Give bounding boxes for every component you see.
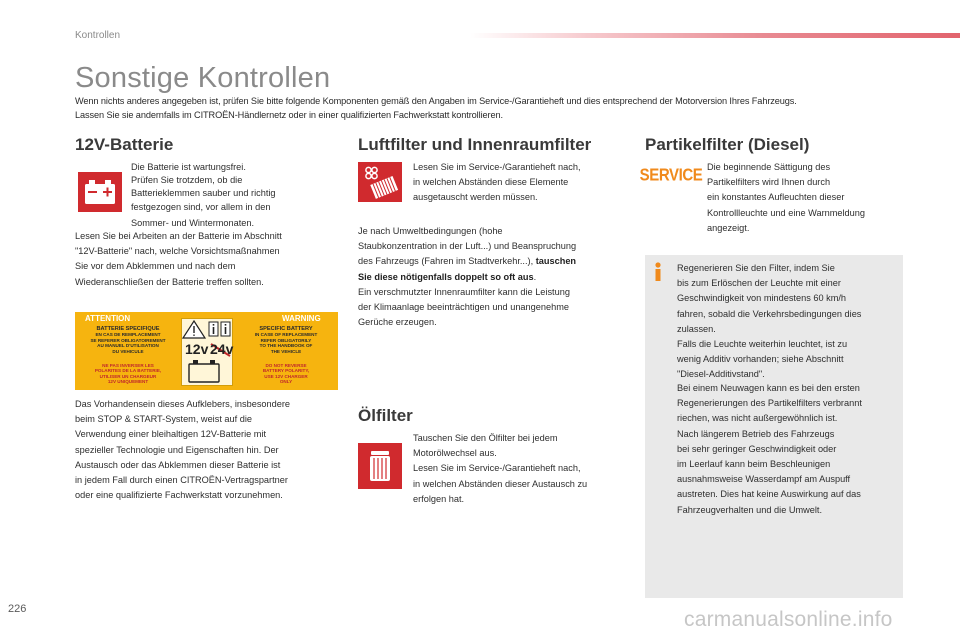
- info-text-1: Regenerieren Sie den Filter, indem Sie bis zum Erlöschen der Leuchte mit einer Geschwindigkeit von mindestens 60 km/h fahren, sobald die Verkehrsbedingungen dies zulassen. Falls die Leuchte weiterhin leuchtet, ist zu wenig Additiv vorhanden; siehe Abschnitt "Diesel-Additivstand".: [677, 263, 862, 380]
- sticker-center-panel: [181, 318, 233, 386]
- battery-warning-sticker: [75, 312, 338, 390]
- airfilter-heading: Luftfilter und Innenraumfilter: [358, 135, 592, 154]
- battery-text-3: Das Vorhandensein dieses Aufklebers, insbesondere beim STOP & START-System, weist auf die Verwendung einer bleihaltigen 12V-Batterie mit spezieller Technologie und Eigenschaften hin. Der Austausch oder das Abklemmen dieser Batterie ist in jedem Fall durch einen CITROËN-Vertragspartner oder eine qualifizierte Fachwerkstatt vorzunehmen.: [75, 399, 291, 501]
- battery-text-1: Die Batterie ist wartungsfrei. Prüfen Sie trotzdem, ob die Batterieklemmen sauber und richtig festgezogen sind, vor allem in den Sommer- und Wintermonaten.: [131, 162, 276, 228]
- sticker-en-text: SPECIFIC BATTERY IN CASE OF REPLACEMENT REFER OBLIGATORILY TO THE HANDBOOK OF THE VEHICLE: [254, 326, 318, 354]
- battery-heading: 12V-Batterie: [75, 135, 174, 154]
- sticker-fr-text: BATTERIE SPECIFIQUE EN CAS DE REMPLACEMENT SE REFERER OBLIGATOIREMENT AU MANUEL D'UTILISATION DU VEHICULE: [90, 326, 166, 354]
- oil-filter-icon: [358, 443, 402, 489]
- air-filter-icon: [358, 162, 402, 202]
- sticker-fr-red: NE PAS INVERSER LES POLARITES DE LA BATTERIE, UTILISER UN CHARGEUR 12V UNIQUEMENT: [94, 363, 162, 385]
- sticker-24v: 24v: [210, 341, 234, 357]
- service-label: SERVICE: [639, 165, 703, 185]
- battery-icon: [78, 172, 122, 212]
- sticker-12v: 12v: [185, 341, 209, 357]
- intro-line-2: Lassen Sie sie andernfalls im CITROËN-Händlernetz oder in einer qualifizierten Fachwerkstatt kontrollieren.: [75, 110, 503, 120]
- battery-text-2: Lesen Sie bei Arbeiten an der Batterie im Abschnitt "12V-Batterie" nach, welche Vorsichtsmaßnahmen Sie vor dem Abklemmen und nach dem Wiederanschließen der Batterie treffen sollten.: [75, 231, 282, 287]
- particle-heading: Partikelfilter (Diesel): [645, 135, 810, 154]
- info-text-2: Bei einem Neuwagen kann es bei den ersten Regenerierungen des Partikelfilters verbrannt riechen, was nicht außergewöhnlich ist. Nach längerem Betrieb des Fahrzeugs bei sehr geringer Geschwindigkeit oder im Leerlauf kann beim Beschleunigen ausnahmsweise Wasserdampf am Auspuff austreten. Dies hat keine Auswirkung auf das Fahrzeugverhalten und die Umwelt.: [677, 383, 862, 515]
- intro-line-1: Wenn nichts anderes angegeben ist, prüfen Sie bitte folgende Komponenten gemäß den Angaben im Service-/Garantieheft und dies entsprechend der Motorversion Ihres Fahrzeugs.: [75, 96, 797, 106]
- section-header: Kontrollen: [75, 30, 121, 41]
- header-accent-bar: [470, 33, 960, 38]
- service-warning-icon: [639, 165, 703, 185]
- watermark: carmanualsonline.info: [684, 608, 893, 631]
- info-icon: [651, 262, 665, 282]
- sticker-warning: WARNING: [282, 314, 321, 323]
- page-number: 226: [8, 603, 27, 615]
- airfilter-text-1: Lesen Sie im Service-/Garantieheft nach, in welchen Abständen diese Elemente ausgetauscht werden müssen.: [413, 162, 581, 203]
- oilfilter-text: Tauschen Sie den Ölfilter bei jedem Motorölwechsel aus. Lesen Sie im Service-/Garantieheft nach, in welchen Abständen dieser Austausch zu erfolgen hat.: [413, 433, 588, 504]
- page-title: Sonstige Kontrollen: [75, 62, 331, 94]
- airfilter-text-2: Je nach Umweltbedingungen (hohe Staubkonzentration in der Luft...) und Beanspruchung des Fahrzeugs (Fahren im Stadtverkehr...), tauschen Sie diese nötigenfalls doppelt so oft aus. Ein verschmutzter Innenraumfilter kann die Leistung der Klimaanlage beeinträchtigen und unangenehme Gerüche erzeugen.: [358, 226, 577, 328]
- sticker-en-red: DO NOT REVERSE BATTERY POLARITY, USE 12V CHARGER ONLY: [262, 363, 310, 385]
- oilfilter-heading: Ölfilter: [358, 406, 413, 425]
- sticker-attention: ATTENTION: [85, 314, 131, 323]
- particle-text: Die beginnende Sättigung des Partikelfilters wird Ihnen durch ein konstantes Aufleuchten dieser Kontrollleuchte und eine Warnmeldung angezeigt.: [707, 162, 865, 233]
